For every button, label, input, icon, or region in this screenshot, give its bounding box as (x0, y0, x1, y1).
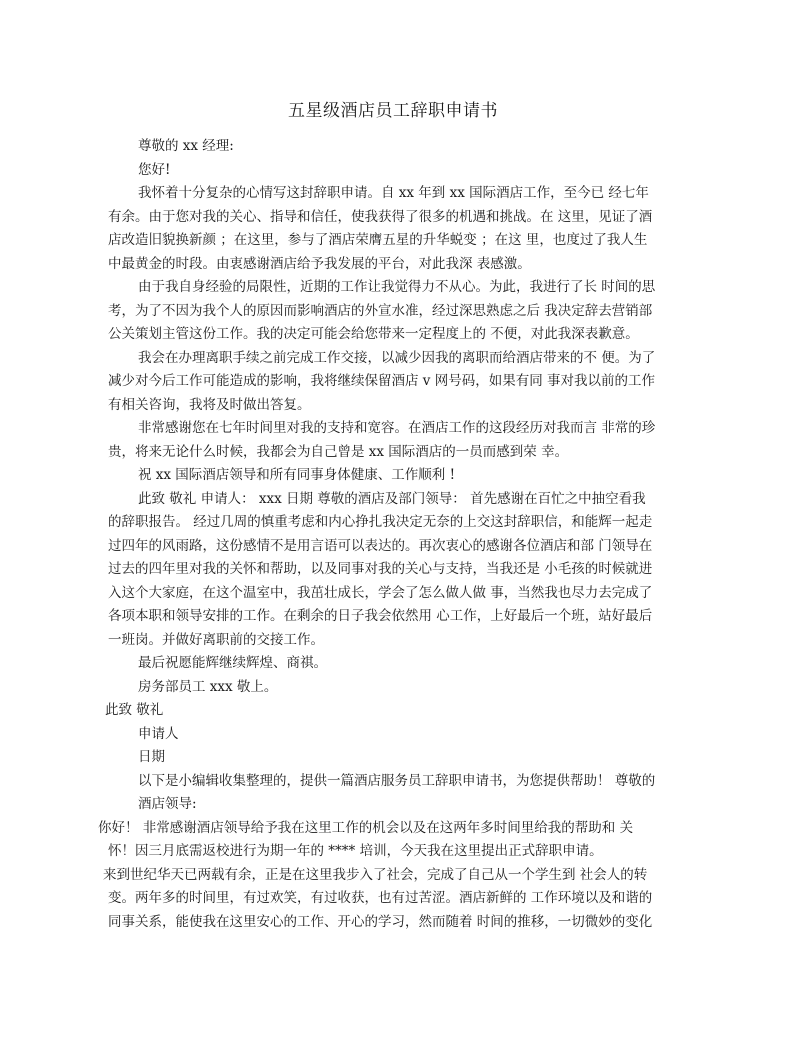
text-line: 以下是小编辑收集整理的，提供一篇酒店服务员工辞职申请书，为您提供帮助！ 尊敬的 (138, 772, 656, 789)
text-line: 同事关系，能使我在这里安心的工作、开心的学习，然而随着 时间的推移，一切微妙的变化 (108, 913, 653, 930)
text-line: 我怀着十分复杂的心情写这封辞职申请。自 xx 年到 xx 国际酒店工作，至今已 经七年 (138, 185, 649, 201)
text-line: 申请人 (138, 725, 179, 742)
document-body (98, 135, 678, 934)
text-line: 您好! (138, 161, 171, 178)
text-line: 中最黄金的时段。由衷感谢酒店给予我发展的平台，对此我深 表感激。 (108, 255, 531, 272)
text-line: 最后祝愿能辉继续辉煌、商祺。 (138, 655, 327, 671)
text-line: 此致 敬礼 申请人： xxx 日期 尊敬的酒店及部门领导： 首先感谢在百忙之中抽空看我 (138, 490, 646, 507)
text-line: 怀！因三月底需返校进行为期一年的 **** 培训，今天我在这里提出正式辞职申请。 (108, 843, 603, 859)
text-line: 店改造旧貌换新颜 ；在这里，参与了酒店荣膺五星的升华蜕变 ；在这 里，也度过了我人生 (108, 232, 648, 248)
text-line: 变。两年多的时间里，有过欢笑，有过收获，也有过苦涩。酒店新鲜的 工作环境以及和谐的 (108, 890, 653, 906)
text-line: 尊敬的 xx 经理: (138, 138, 234, 154)
text-line: 酒店领导: (138, 796, 197, 812)
text-line: 过去的四年里对我的关怀和帮助，以及同事对我的关心与支持，当我还是 小毛孩的时候就进 (108, 561, 653, 577)
text-line: 祝 xx 国际酒店领导和所有同事身体健康、工作顺利 ! (138, 467, 456, 483)
text-line: 贵，将来无论什么时候，我都会为自己曾是 xx 国际酒店的一员而感到荣 幸。 (108, 443, 569, 460)
text-line: 各项本职和领导安排的工作。在剩余的日子我会依然用 心工作，上好最后一个班，站好最后 (108, 608, 653, 624)
text-line: 来到世纪华天已两载有余，正是在这里我步入了社会，完成了自己从一个学生到 社会人的转 (103, 866, 648, 883)
text-line: 非常感谢您在七年时间里对我的支持和宽容。在酒店工作的这段经历对我而言 非常的珍 (138, 420, 656, 436)
text-line: 过四年的风雨路，这份感情不是用言语可以表达的。再次衷心的感谢各位酒店和部 门领导在 (108, 537, 653, 554)
text-line: 一班岗。并做好离职前的交接工作。 (108, 631, 324, 648)
text-line: 你好！ 非常感谢酒店领导给予我在这里工作的机会以及在这两年多时间里给我的帮助和 关 (98, 819, 634, 836)
text-line: 入这个大家庭，在这个温室中，我茁壮成长，学会了怎么做人做 事，当然我也尽力去完成了 (108, 584, 653, 601)
document-title: 五星级酒店员工辞职申请书 (288, 101, 498, 121)
text-line: 有余。由于您对我的关心、指导和信任，使我获得了很多的机遇和挑战。在 这里，见证了酒 (108, 208, 653, 225)
text-line: 减少对今后工作可能造成的影响，我将继续保留酒店 v 网号码，如果有同 事对我以前的工作 (108, 373, 655, 389)
text-line: 有相关咨询，我将及时做出答复。 (108, 396, 311, 413)
text-line: 日期 (138, 749, 165, 765)
text-line: 此致 敬礼 (105, 702, 164, 718)
text-line: 由于我自身经验的局限性，近期的工作让我觉得力不从心。为此，我进行了长 时间的思 (138, 279, 656, 295)
text-line: 房务部员工 xxx 敬上。 (138, 678, 278, 695)
text-line: 我会在办理离职手续之前完成工作交接，以减少因我的离职而给酒店带来的不 便。为了 (138, 349, 656, 366)
text-line: 考，为了不因为我个人的原因而影响酒店的外宣水准，经过深思熟虑之后 我决定辞去营销部 (108, 302, 653, 319)
text-line: 公关策划主管这份工作。我的决定可能会给您带来一定程度上的 不便，对此我深表歉意。 (108, 326, 639, 342)
text-line: 的辞职报告。 经过几周的慎重考虑和内心挣扎我决定无奈的上交这封辞职信，和能辉一起走 (108, 514, 653, 530)
